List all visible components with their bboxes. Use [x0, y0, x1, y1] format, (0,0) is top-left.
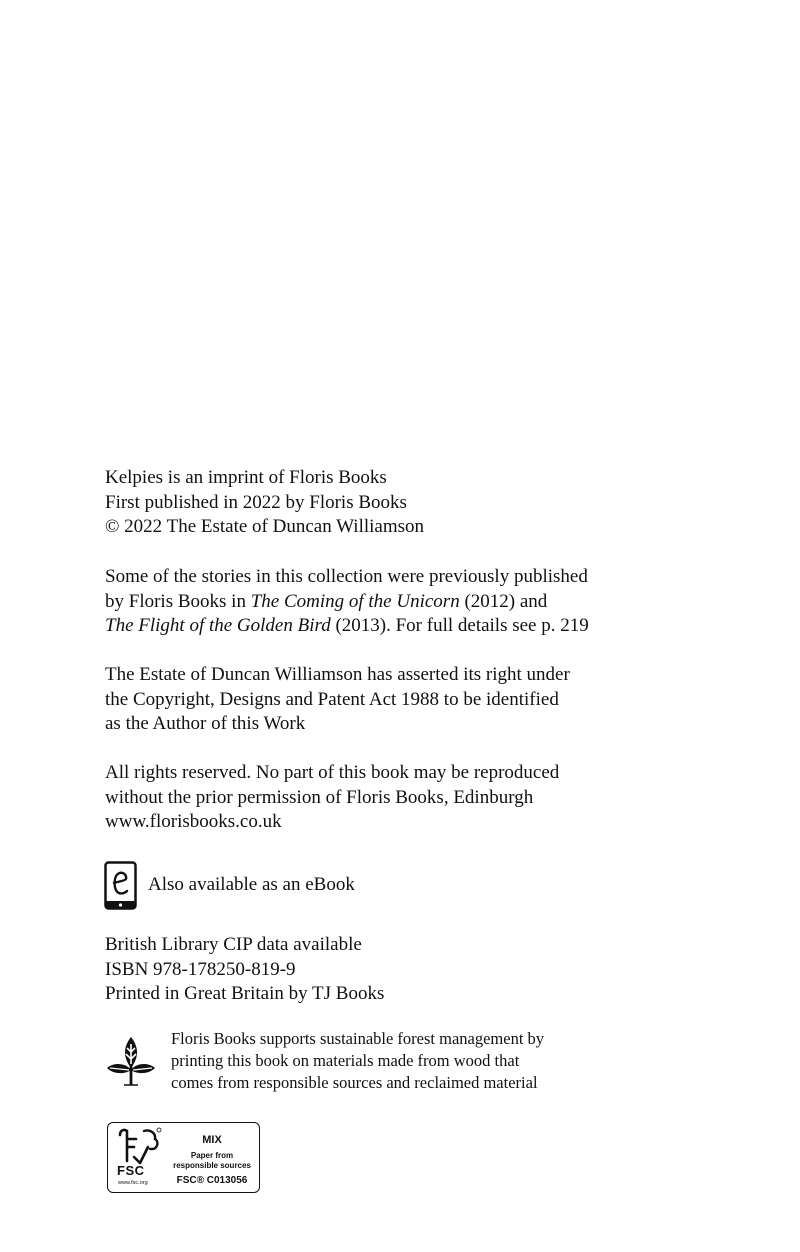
- previous-line-3: [105, 614, 589, 639]
- copyright-line: © 2022 The Estate of Duncan Williamson: [105, 516, 425, 537]
- cip-line: British Library CIP data available: [105, 934, 362, 955]
- previous-line-1: Some of the stories in this collection were previously published: [105, 566, 588, 587]
- website-url: www.florisbooks.co.uk: [105, 811, 282, 832]
- fsc-brand: FSC: [117, 1163, 145, 1178]
- ebook-icon: [104, 861, 138, 911]
- previous-publication-block: [105, 565, 589, 639]
- fsc-paper-line-1: Paper from: [190, 1151, 234, 1160]
- previous-line-2-suffix: (2012) and: [459, 590, 548, 612]
- fsc-label: [107, 1122, 260, 1193]
- ebook-label: Also available as an eBook: [148, 874, 355, 895]
- first-published-line: First published in 2022 by Floris Books: [105, 491, 407, 513]
- sustainability-line-2: printing this book on materials made from wood that: [171, 1051, 520, 1070]
- fsc-code: FSC® C013056: [176, 1175, 248, 1186]
- reserved-line-1: All rights reserved. No part of this book may be reproduced: [105, 762, 560, 783]
- title-flight-of-the-golden-bird: The Flight of the Golden Bird: [105, 615, 331, 636]
- imprint-block: [105, 466, 424, 540]
- fsc-paper-text: [168, 1151, 256, 1171]
- sustainability-line-1: Floris Books supports sustainable forest management by: [171, 1029, 545, 1048]
- sustainability-notice: [104, 1028, 624, 1098]
- imprint-line: Kelpies is an imprint of Floris Books: [105, 467, 387, 488]
- sustainability-line-3: comes from responsible sources and reclaimed material: [171, 1073, 538, 1092]
- printed-line: Printed in Great Britain by TJ Books: [105, 983, 385, 1004]
- previous-line-2: [105, 590, 589, 615]
- fsc-paper-line-2: responsible sources: [173, 1161, 251, 1170]
- isbn-line: ISBN 978-178250-819-9: [105, 958, 296, 980]
- reserved-line-2: without the prior permission of Floris Books, Edinburgh: [105, 786, 534, 808]
- rights-line-3: as the Author of this Work: [105, 713, 306, 734]
- rights-line-2: the Copyright, Designs and Patent Act 1988 to be identified: [105, 688, 559, 710]
- ebook-notice: [104, 861, 404, 911]
- previous-line-2-prefix: by Floris Books in: [105, 590, 251, 612]
- fsc-tree-check-icon: [114, 1127, 162, 1165]
- all-rights-reserved-block: [105, 761, 559, 835]
- title-coming-of-the-unicorn: The Coming of the Unicorn: [250, 590, 460, 612]
- catalog-block: [105, 933, 384, 1007]
- fsc-website: www.fsc.org: [118, 1180, 148, 1186]
- tree-leaf-icon: [104, 1034, 158, 1088]
- previous-line-3-suffix: (2013). For full details see p. 219: [330, 615, 589, 636]
- rights-asserted-block: [105, 663, 570, 737]
- rights-line-1: The Estate of Duncan Williamson has asserted its right under: [105, 664, 570, 685]
- sustainability-text: [171, 1028, 544, 1094]
- fsc-mix: MIX: [202, 1134, 222, 1146]
